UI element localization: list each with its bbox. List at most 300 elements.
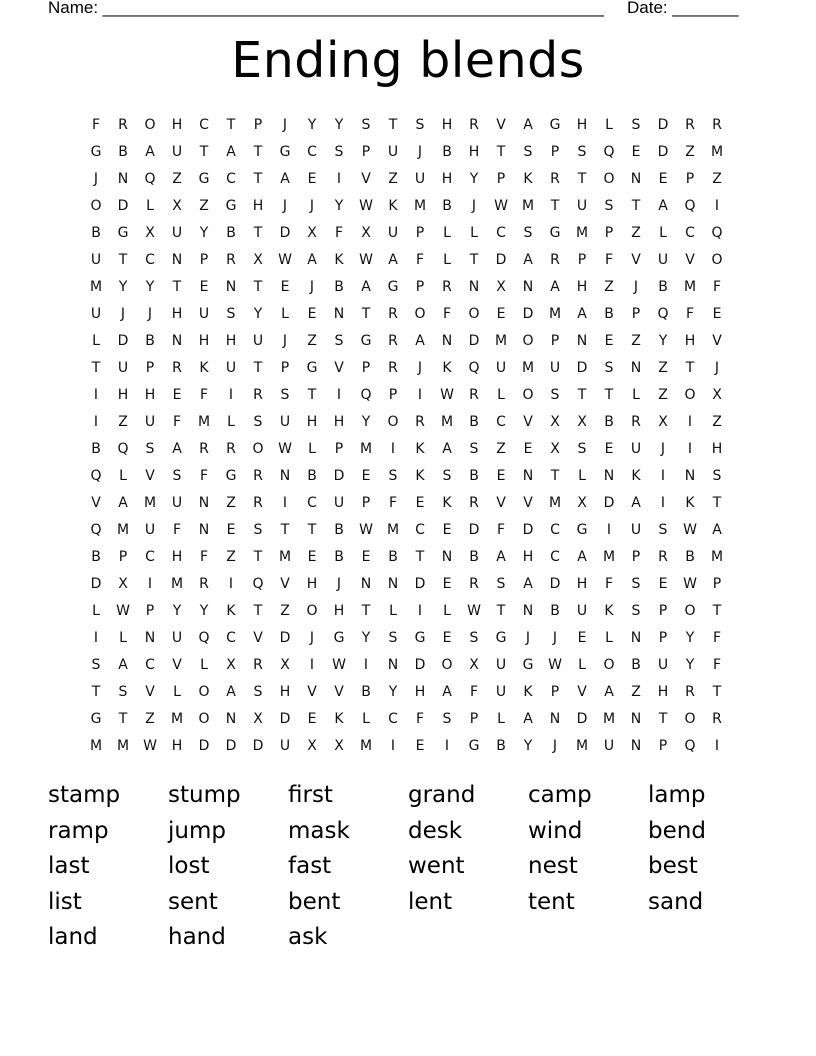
grid-letter: O: [387, 414, 399, 430]
word-bank-item: lent: [408, 888, 453, 915]
grid-letter: S: [415, 117, 425, 133]
word-bank-item: mask: [288, 817, 350, 844]
grid-letter: U: [171, 144, 183, 160]
grid-letter: N: [576, 333, 588, 349]
grid-letter: K: [442, 360, 452, 376]
grid-letter: H: [279, 684, 291, 700]
grid-letter: F: [172, 414, 182, 430]
grid-letter: N: [549, 711, 561, 727]
grid-letter: D: [117, 198, 129, 214]
grid-letter: U: [171, 225, 183, 241]
grid-letter: S: [469, 441, 479, 457]
grid-letter: C: [145, 657, 155, 673]
grid-letter: P: [118, 549, 128, 565]
grid-letter: H: [144, 387, 156, 403]
grid-letter: X: [334, 738, 344, 754]
grid-letter: G: [90, 144, 102, 160]
grid-letter: S: [334, 333, 344, 349]
grid-letter: D: [198, 738, 210, 754]
grid-letter: R: [469, 495, 479, 511]
grid-letter: R: [226, 252, 236, 268]
word-bank-item: list: [48, 888, 82, 915]
grid-letter: L: [578, 657, 586, 673]
grid-letter: F: [199, 549, 209, 565]
grid-letter: D: [603, 495, 615, 511]
grid-letter: R: [199, 576, 209, 592]
grid-letter: H: [252, 198, 264, 214]
grid-letter: M: [278, 549, 292, 565]
grid-letter: M: [548, 495, 562, 511]
grid-letter: N: [171, 252, 183, 268]
word-bank-item: desk: [408, 817, 463, 844]
grid-letter: T: [253, 360, 263, 376]
grid-letter: R: [253, 657, 263, 673]
grid-letter: I: [714, 198, 720, 214]
grid-letter: X: [577, 414, 587, 430]
grid-letter: N: [522, 279, 534, 295]
grid-letter: Z: [712, 414, 722, 430]
grid-letter: Y: [388, 684, 398, 700]
grid-letter: N: [603, 468, 615, 484]
grid-letter: Q: [711, 225, 723, 241]
grid-letter: R: [253, 387, 263, 403]
grid-letter: H: [198, 333, 210, 349]
grid-letter: N: [468, 279, 480, 295]
grid-letter: A: [118, 657, 128, 673]
grid-letter: T: [199, 144, 209, 160]
grid-letter: B: [550, 603, 560, 619]
grid-letter: M: [494, 333, 508, 349]
grid-letter: N: [630, 171, 642, 187]
grid-letter: I: [714, 738, 720, 754]
grid-letter: T: [496, 144, 506, 160]
grid-letter: X: [307, 225, 317, 241]
grid-letter: P: [361, 144, 371, 160]
grid-letter: S: [550, 387, 560, 403]
grid-letter: Z: [388, 171, 398, 187]
word-bank-item: grand: [408, 782, 476, 808]
grid-letter: A: [712, 522, 722, 538]
grid-letter: W: [683, 576, 697, 592]
grid-letter: L: [92, 603, 100, 619]
grid-letter: S: [280, 387, 290, 403]
grid-letter: S: [469, 630, 479, 646]
grid-letter: G: [360, 333, 372, 349]
grid-letter: K: [334, 252, 344, 268]
grid-letter: T: [91, 360, 101, 376]
grid-letter: S: [496, 576, 506, 592]
grid-letter: S: [712, 468, 722, 484]
grid-letter: J: [147, 306, 153, 322]
grid-letter: M: [440, 414, 454, 430]
grid-letter: I: [336, 171, 342, 187]
grid-letter: A: [523, 576, 533, 592]
grid-letter: U: [495, 657, 507, 673]
grid-letter: G: [279, 144, 291, 160]
grid-letter: P: [685, 171, 695, 187]
grid-letter: T: [253, 279, 263, 295]
grid-letter: U: [630, 522, 642, 538]
grid-letter: V: [334, 684, 344, 700]
grid-letter: E: [307, 306, 317, 322]
grid-letter: C: [145, 549, 155, 565]
word-bank-item: hand: [168, 924, 226, 950]
grid-letter: P: [145, 603, 155, 619]
grid-letter: H: [576, 576, 588, 592]
grid-letter: K: [334, 711, 344, 727]
grid-letter: U: [144, 522, 156, 538]
grid-letter: M: [602, 711, 616, 727]
grid-letter: Q: [468, 360, 480, 376]
grid-letter: M: [359, 441, 373, 457]
grid-letter: C: [685, 225, 695, 241]
grid-letter: W: [359, 198, 373, 214]
grid-letter: M: [116, 738, 130, 754]
grid-letter: T: [577, 387, 587, 403]
grid-letter: E: [631, 144, 641, 160]
grid-letter: T: [550, 468, 560, 484]
grid-letter: R: [388, 360, 398, 376]
grid-letter: C: [415, 522, 425, 538]
grid-letter: R: [172, 360, 182, 376]
grid-letter: R: [118, 117, 128, 133]
grid-letter: N: [225, 711, 237, 727]
grid-letter: A: [496, 549, 506, 565]
grid-letter: K: [604, 603, 614, 619]
grid-letter: N: [684, 468, 696, 484]
grid-letter: B: [361, 684, 371, 700]
grid-letter: A: [577, 549, 587, 565]
grid-letter: E: [199, 279, 209, 295]
grid-letter: P: [361, 495, 371, 511]
grid-letter: A: [523, 252, 533, 268]
grid-letter: C: [226, 171, 236, 187]
grid-letter: L: [605, 630, 613, 646]
grid-letter: V: [496, 495, 506, 511]
grid-letter: N: [630, 711, 642, 727]
grid-letter: I: [309, 657, 315, 673]
grid-letter: G: [549, 117, 561, 133]
grid-letter: Z: [658, 360, 668, 376]
grid-letter: J: [552, 630, 558, 646]
grid-letter: A: [361, 279, 371, 295]
grid-letter: N: [630, 360, 642, 376]
grid-letter: U: [576, 603, 588, 619]
grid-letter: R: [253, 468, 263, 484]
grid-letter: H: [333, 414, 345, 430]
word-bank-item: bent: [288, 888, 341, 915]
grid-letter: K: [415, 441, 425, 457]
grid-letter: F: [712, 657, 722, 673]
grid-letter: H: [117, 387, 129, 403]
grid-letter: P: [604, 225, 614, 241]
grid-letter: J: [525, 630, 531, 646]
word-bank-item: last: [48, 853, 90, 879]
grid-letter: D: [333, 468, 345, 484]
grid-letter: U: [657, 657, 669, 673]
grid-letter: F: [199, 387, 209, 403]
grid-letter: A: [523, 711, 533, 727]
grid-letter: D: [414, 657, 426, 673]
grid-letter: K: [199, 360, 209, 376]
grid-letter: R: [415, 414, 425, 430]
grid-letter: A: [226, 144, 236, 160]
grid-letter: U: [198, 306, 210, 322]
grid-letter: R: [388, 333, 398, 349]
grid-letter: T: [253, 144, 263, 160]
grid-letter: E: [172, 387, 182, 403]
grid-letter: R: [712, 711, 722, 727]
grid-letter: S: [442, 468, 452, 484]
grid-letter: P: [361, 360, 371, 376]
grid-letter: M: [116, 522, 130, 538]
word-bank-item: lost: [168, 853, 210, 879]
grid-letter: D: [657, 144, 669, 160]
grid-letter: J: [336, 576, 342, 592]
grid-letter: E: [577, 630, 587, 646]
grid-letter: N: [630, 630, 642, 646]
grid-letter: T: [361, 306, 371, 322]
grid-letter: H: [684, 333, 696, 349]
grid-letter: E: [307, 549, 317, 565]
grid-letter: D: [225, 738, 237, 754]
grid-letter: R: [442, 279, 452, 295]
grid-letter: O: [684, 711, 696, 727]
grid-letter: T: [118, 711, 128, 727]
grid-letter: T: [712, 684, 722, 700]
grid-letter: E: [442, 576, 452, 592]
grid-letter: Q: [684, 738, 696, 754]
grid-letter: C: [307, 144, 317, 160]
grid-letter: H: [171, 549, 183, 565]
grid-letter: F: [91, 117, 101, 133]
grid-letter: J: [660, 441, 666, 457]
grid-letter: W: [494, 198, 508, 214]
grid-letter: W: [278, 252, 292, 268]
grid-letter: B: [685, 549, 695, 565]
grid-letter: R: [550, 171, 560, 187]
grid-letter: T: [550, 198, 560, 214]
grid-letter: N: [522, 603, 534, 619]
grid-letter: Z: [604, 279, 614, 295]
grid-letter: P: [658, 630, 668, 646]
grid-letter: A: [280, 171, 290, 187]
grid-letter: D: [414, 576, 426, 592]
grid-letter: M: [683, 279, 697, 295]
grid-letter: R: [469, 117, 479, 133]
grid-letter: F: [496, 522, 506, 538]
grid-letter: L: [146, 198, 154, 214]
grid-letter: Z: [226, 495, 236, 511]
grid-letter: G: [333, 630, 345, 646]
grid-letter: E: [496, 306, 506, 322]
grid-letter: U: [549, 360, 561, 376]
grid-letter: T: [685, 360, 695, 376]
grid-letter: C: [496, 414, 506, 430]
grid-letter: V: [496, 117, 506, 133]
grid-letter: E: [712, 306, 722, 322]
grid-letter: R: [253, 495, 263, 511]
grid-letter: F: [469, 684, 479, 700]
grid-letter: T: [253, 171, 263, 187]
grid-letter: R: [550, 252, 560, 268]
grid-letter: J: [552, 738, 558, 754]
grid-letter: S: [118, 684, 128, 700]
grid-letter: U: [630, 441, 642, 457]
grid-letter: W: [467, 603, 481, 619]
grid-letter: E: [442, 522, 452, 538]
grid-letter: X: [307, 738, 317, 754]
grid-letter: J: [309, 198, 315, 214]
grid-letter: C: [307, 495, 317, 511]
grid-letter: E: [307, 711, 317, 727]
grid-letter: B: [118, 144, 128, 160]
word-bank-item: sand: [648, 888, 704, 915]
grid-letter: X: [712, 387, 722, 403]
grid-letter: S: [172, 468, 182, 484]
grid-letter: E: [604, 441, 614, 457]
grid-letter: I: [444, 738, 450, 754]
grid-letter: G: [576, 522, 588, 538]
grid-letter: L: [227, 414, 235, 430]
grid-letter: B: [334, 522, 344, 538]
grid-letter: P: [496, 171, 506, 187]
grid-letter: K: [415, 468, 425, 484]
grid-letter: A: [658, 198, 668, 214]
grid-letter: X: [280, 657, 290, 673]
grid-letter: X: [253, 711, 263, 727]
grid-letter: Z: [631, 225, 641, 241]
grid-letter: U: [252, 333, 264, 349]
grid-letter: A: [118, 495, 128, 511]
grid-letter: J: [714, 360, 720, 376]
grid-letter: A: [145, 144, 155, 160]
grid-letter: I: [363, 657, 369, 673]
grid-letter: C: [226, 630, 236, 646]
word-bank-item: stamp: [48, 782, 121, 808]
grid-letter: F: [442, 306, 452, 322]
grid-letter: V: [523, 414, 533, 430]
grid-letter: H: [576, 279, 588, 295]
grid-letter: D: [576, 711, 588, 727]
grid-letter: W: [683, 522, 697, 538]
grid-letter: R: [685, 684, 695, 700]
grid-letter: C: [550, 549, 560, 565]
grid-letter: S: [577, 441, 587, 457]
grid-letter: G: [387, 279, 399, 295]
grid-letter: V: [145, 468, 155, 484]
grid-letter: A: [631, 495, 641, 511]
grid-letter: T: [307, 522, 317, 538]
grid-letter: G: [522, 657, 534, 673]
grid-letter: X: [118, 576, 128, 592]
grid-letter: M: [170, 576, 184, 592]
grid-letter: U: [225, 360, 237, 376]
grid-letter: F: [604, 576, 614, 592]
grid-letter: V: [172, 657, 182, 673]
grid-letter: I: [93, 387, 99, 403]
grid-letter: O: [711, 252, 723, 268]
grid-letter: N: [441, 549, 453, 565]
grid-letter: K: [388, 198, 398, 214]
grid-letter: T: [658, 711, 668, 727]
word-bank-item: stump: [168, 782, 241, 808]
grid-letter: I: [417, 603, 423, 619]
grid-letter: N: [630, 738, 642, 754]
grid-letter: H: [657, 684, 669, 700]
grid-letter: D: [522, 522, 534, 538]
grid-letter: P: [334, 441, 344, 457]
grid-letter: J: [282, 117, 288, 133]
grid-letter: V: [253, 630, 263, 646]
grid-letter: S: [361, 117, 371, 133]
grid-letter: T: [307, 387, 317, 403]
grid-letter: B: [631, 657, 641, 673]
grid-letter: B: [226, 225, 236, 241]
grid-letter: I: [660, 495, 666, 511]
grid-letter: W: [548, 657, 562, 673]
grid-letter: B: [442, 144, 452, 160]
grid-letter: H: [576, 117, 588, 133]
grid-letter: B: [469, 549, 479, 565]
grid-letter: Y: [172, 603, 182, 619]
grid-letter: O: [441, 657, 453, 673]
grid-letter: B: [469, 414, 479, 430]
grid-letter: P: [469, 711, 479, 727]
grid-letter: A: [388, 252, 398, 268]
grid-letter: Z: [685, 144, 695, 160]
grid-letter: S: [334, 144, 344, 160]
grid-letter: D: [495, 252, 507, 268]
grid-letter: U: [117, 360, 129, 376]
grid-letter: M: [548, 306, 562, 322]
grid-letter: Y: [145, 279, 155, 295]
grid-letter: R: [631, 414, 641, 430]
grid-letter: F: [712, 630, 722, 646]
grid-letter: P: [550, 144, 560, 160]
grid-letter: E: [226, 522, 236, 538]
grid-letter: M: [197, 414, 211, 430]
grid-letter: E: [361, 549, 371, 565]
grid-letter: B: [469, 468, 479, 484]
grid-letter: G: [468, 738, 480, 754]
grid-letter: U: [603, 738, 615, 754]
grid-letter: P: [253, 117, 263, 133]
grid-letter: S: [604, 360, 614, 376]
word-bank-item: lamp: [648, 782, 706, 808]
grid-letter: J: [417, 144, 423, 160]
grid-letter: M: [143, 495, 157, 511]
grid-letter: O: [522, 387, 534, 403]
grid-letter: E: [658, 171, 668, 187]
grid-letter: M: [710, 549, 724, 565]
grid-letter: T: [361, 603, 371, 619]
grid-letter: N: [171, 333, 183, 349]
grid-letter: V: [334, 360, 344, 376]
grid-letter: O: [306, 603, 318, 619]
grid-letter: T: [577, 171, 587, 187]
grid-letter: O: [468, 306, 480, 322]
grid-letter: I: [147, 576, 153, 592]
grid-letter: W: [359, 252, 373, 268]
grid-letter: L: [497, 711, 505, 727]
grid-letter: O: [414, 306, 426, 322]
grid-letter: B: [658, 279, 668, 295]
grid-letter: U: [495, 684, 507, 700]
grid-letter: Y: [685, 657, 695, 673]
grid-letter: I: [390, 441, 396, 457]
grid-letter: Y: [361, 414, 371, 430]
